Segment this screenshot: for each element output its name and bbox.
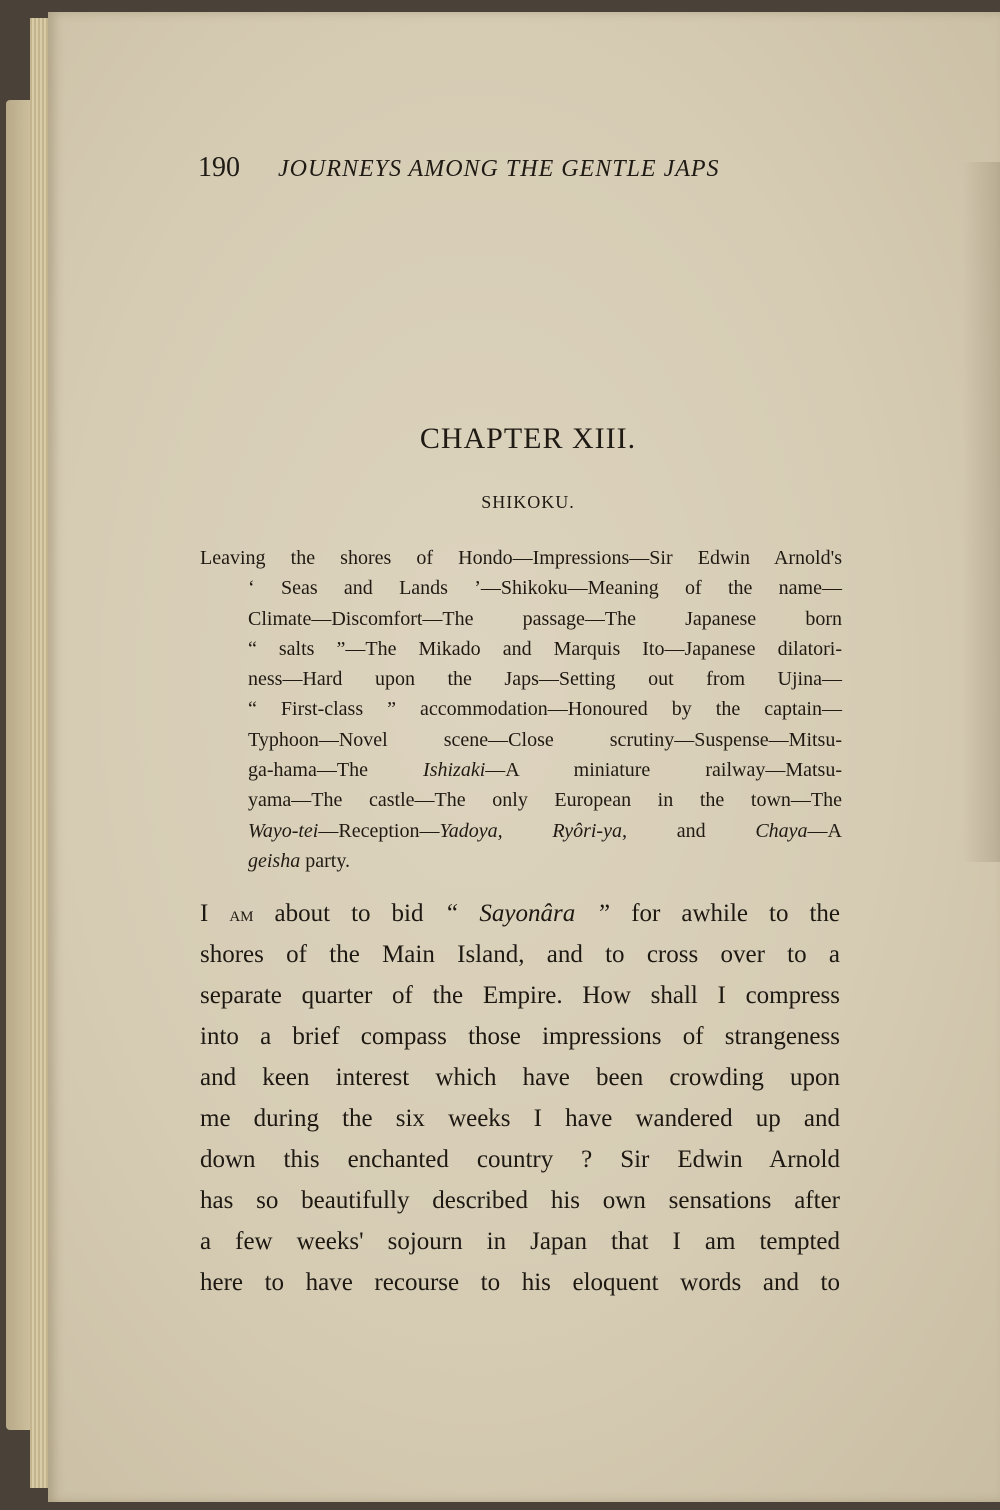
body-initial: I (200, 900, 209, 927)
page-curl-shadow (962, 162, 1000, 862)
body-italic: “ Sayonâra ” (444, 900, 611, 927)
synopsis-text: —Reception— (318, 819, 440, 842)
body-line: and keen interest which have been crowding upon (200, 1064, 840, 1091)
synopsis-line: “ First-class ” accommodation—Honoured by the captain— (248, 698, 842, 721)
page-number: 190 (198, 152, 240, 183)
body-smallcaps: am (229, 901, 254, 926)
body-line: here to have recourse to his eloquent words and to (200, 1269, 840, 1296)
body-line: a few weeks' sojourn in Japan that I am tempted (200, 1228, 840, 1255)
synopsis-line: yama—The castle—The only European in the town—The (248, 789, 842, 812)
synopsis-text: party. (305, 849, 351, 872)
synopsis-line: Climate—Discomfort—The passage—The Japanese born (248, 607, 842, 630)
running-title: JOURNEYS AMONG THE GENTLE JAPS (278, 156, 720, 182)
body-line: down this enchanted country ? Sir Edwin Arnold (200, 1146, 840, 1173)
body-line: has so beautifully described his own sensations after (200, 1187, 840, 1214)
synopsis-line: ‘ Seas and Lands ’—Shikoku—Meaning of the name— (248, 577, 842, 600)
synopsis-italic: Chaya (755, 819, 808, 842)
body-text-run: for awhile to the (631, 900, 841, 927)
synopsis-text: and (676, 819, 706, 842)
synopsis-line: ness—Hard upon the Japs—Setting out from Ujina— (248, 668, 842, 691)
synopsis-line (200, 846, 842, 876)
body-text-run: about to bid (274, 900, 424, 927)
synopsis-line: Leaving the shores of Hondo—Impressions—Sir Edwin Arnold's (200, 547, 842, 569)
synopsis-line: “ salts ”—The Mikado and Marquis Ito—Japanese dilatori- (248, 637, 842, 660)
synopsis-line: Typhoon—Novel scene—Close scrutiny—Suspense—Mitsu- (248, 728, 842, 751)
body-line (200, 893, 840, 934)
body-line: separate quarter of the Empire. How shall I compress (200, 982, 840, 1009)
synopsis-text: —A miniature railway—Matsu- (485, 759, 842, 782)
body-line: me during the six weeks I have wandered up and (200, 1105, 840, 1132)
chapter-synopsis (200, 543, 842, 876)
body-line: into a brief compass those impressions of strangeness (200, 1023, 840, 1050)
synopsis-text: —A (807, 819, 842, 842)
synopsis-italic: Wayo-tei (248, 819, 319, 842)
body-text (200, 893, 840, 1303)
synopsis-italic: Yadoya, Ryôri-ya, (439, 819, 627, 842)
body-line: shores of the Main Island, and to cross over to a (200, 941, 840, 968)
synopsis-text: ga-hama—The (248, 759, 368, 782)
synopsis-italic: geisha (248, 849, 301, 872)
synopsis-line (200, 816, 842, 846)
synopsis-line (200, 755, 842, 785)
chapter-title: CHAPTER XIII. (419, 422, 637, 455)
synopsis-italic: Ishizaki (423, 759, 486, 782)
chapter-subtitle: SHIKOKU. (481, 492, 575, 512)
running-head (198, 152, 838, 192)
